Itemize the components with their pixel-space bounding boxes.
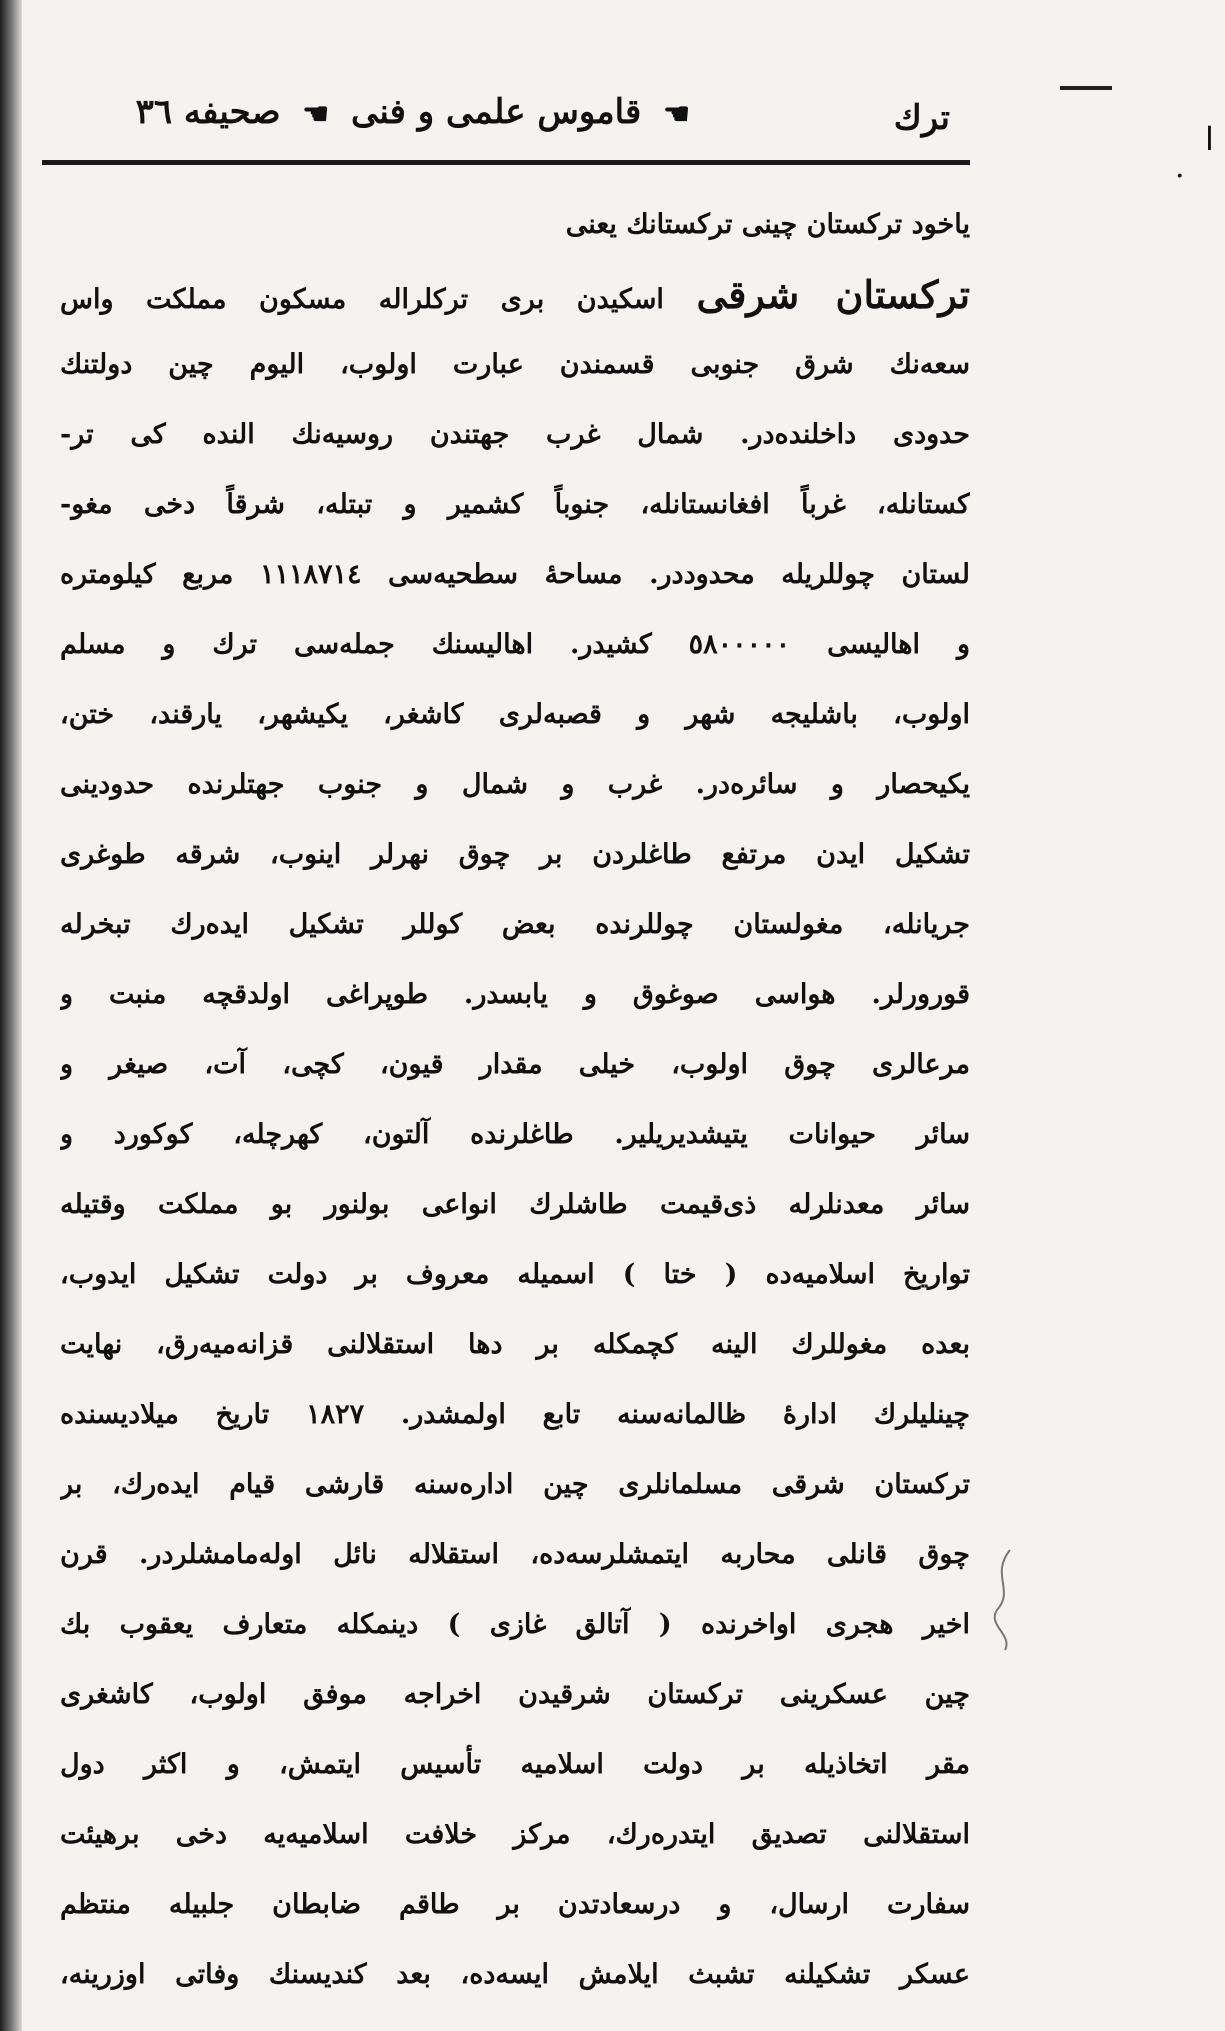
text-line: يكيحصار و سائرەدر. غرب و شمال و جنوب جهتلرنده حدودينى <box>60 769 970 800</box>
article-heading: تركستان شرقى <box>696 272 970 317</box>
running-header <box>40 88 970 158</box>
header-title-group <box>136 92 700 132</box>
header-word: ترك <box>893 98 950 138</box>
hand-pointer-icon: ☚ <box>302 96 330 132</box>
text-line: سائر حيوانات يتيشديريلير. طاغلرنده آلتون، كهرچله، كوكورد و <box>60 1119 970 1150</box>
text-line: قورورلر. هواسى صوغوق و يابسدر. طوپراغى اولدقچه منبت و <box>60 979 970 1010</box>
text-line: سفارت ارسال، و درسعادتدن بر طاقم ضابطان جلبيله منتظم <box>60 1889 970 1920</box>
text-line: حدودى داخلندەدر. شمال غرب جهتندن روسيەنك النده كى تر- <box>60 419 970 450</box>
header-title: قاموس علمى و فنى <box>351 92 642 132</box>
text-line: اخير هجرى اواخرنده ( آتالق غازى ) دينمكله متعارف يعقوب بك <box>60 1609 970 1640</box>
text-line: جريانله، مغولستان چوللرنده بعض كوللر تشكيل ايدەرك تبخرله <box>60 909 970 940</box>
text-line: ياخود تركستان چينى تركستانك يعنى <box>565 209 970 240</box>
margin-dot: . <box>1175 150 1185 185</box>
text-line: سائر معدنلرله ذى‌قيمت طاشلرك انواعى بولنور بو مملكت وقتيله <box>60 1189 970 1220</box>
text-line: چينليلرك ادارهٔ ظالمانەسنه تابع اولمشدر. ١٨٢٧ تاريخ ميلاديسنده <box>60 1399 970 1430</box>
binding-shadow <box>0 0 22 2031</box>
text-line: استقلالنى تصديق ايتدرەرك، مركز خلافت اسلاميەيه دخى برهيئت <box>60 1819 970 1850</box>
text-line: كستانله، غرباً افغانستانله، جنوباً كشمير و تبتله، شرقاً دخى مغو- <box>60 489 970 520</box>
text-line: تشكيل ايدن مرتفع طاغلردن بر چوق نهرلر اينوب، شرقه طوغرى <box>60 839 970 870</box>
text-line: تواريخ اسلاميەده ( ختا ) اسميله معروف بر دولت تشكيل ايدوب، <box>60 1259 970 1290</box>
text-line: و اهاليسى ٥٨٠٠٠٠٠ كشيدر. اهاليسنك جملەسى ترك و مسلم <box>60 629 970 660</box>
text-line: چين عسكرينى تركستان شرقيدن اخراجه موفق اولوب، كاشغرى <box>60 1679 970 1710</box>
text-line: تركستان شرقى مسلمانلرى چين ادارەسنه قارشى قيام ايدەرك، بر <box>60 1469 970 1500</box>
page-label: صحيفه ٣٦ <box>135 92 281 132</box>
text-line: چوق قانلى محاربه ايتمشلرسەده، استقلاله نائل اولەمامشلردر. قرن <box>60 1539 970 1570</box>
text-line: بعده مغوللرك الينه كچمكله بر دها استقلالنى قزانەميەرق، نهايت <box>60 1329 970 1360</box>
header-rule <box>42 160 970 165</box>
page-content <box>22 0 1122 2031</box>
text-line: مقر اتخاذيله بر دولت اسلاميه تأسيس ايتمش، و اكثر دول <box>60 1749 970 1780</box>
article-body <box>60 190 970 2010</box>
text-line: عسكر تشكيلنه تشبث ايلامش ايسەده، بعد كنديسنك وفاتى اوزرينه، <box>60 1959 970 1990</box>
text-line: اسكيدن برى تركلراله مسكون مملكت واس <box>60 284 664 315</box>
text-line: اولوب، باشليجه شهر و قصبەلرى كاشغر، يكيشهر، يارقند، ختن، <box>60 699 970 730</box>
text-line: سعەنك شرق جنوبى قسمندن عبارت اولوب، اليوم چين دولتنك <box>60 349 970 380</box>
text-line: مرعالرى چوق اولوب، خيلى مقدار قيون، كچى، آت، صيغر و <box>60 1049 970 1080</box>
text-line-with-heading <box>60 260 970 330</box>
hand-pointer-icon: ☚ <box>663 96 690 132</box>
margin-tick: ا <box>1205 120 1214 158</box>
text-line: لستان چوللريله محدوددر. مساحهٔ سطحيەسى ١١١٨٧١٤ مربع كيلومتره <box>60 559 970 590</box>
